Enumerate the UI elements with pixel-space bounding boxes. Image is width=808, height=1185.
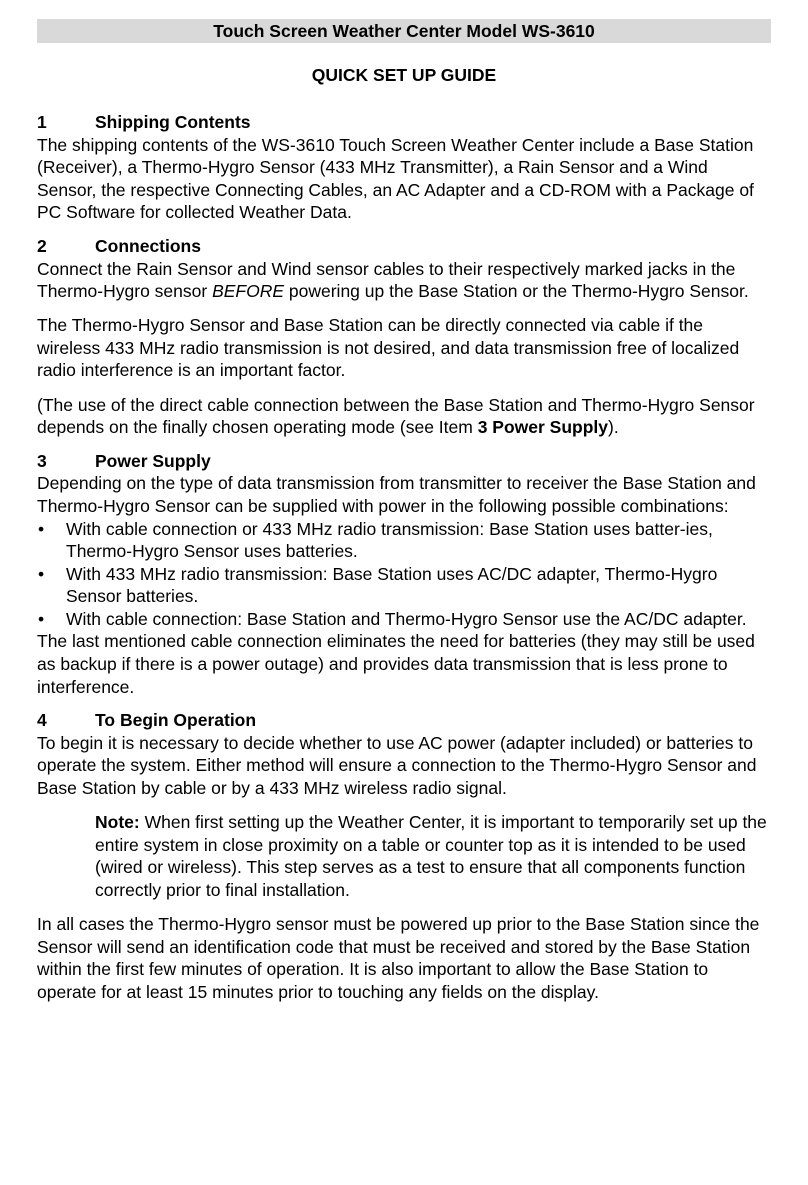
document-header [37, 19, 771, 43]
section-1-heading [37, 111, 771, 134]
section-2-paragraph-1 [37, 258, 771, 303]
section-title: Connections [95, 235, 201, 256]
section-number: 2 [37, 235, 47, 256]
section-4-paragraph-1: To begin it is necessary to decide whether to use AC power (adapter included) or batteries to operate the system. Either method will ensure a connection to the Thermo-Hygro Sensor and Base Station by cable or by a 433 MHz wireless radio signal. [37, 732, 757, 799]
section-title: Shipping Contents [95, 112, 251, 132]
section-2-heading [37, 235, 771, 258]
section-number: 1 [37, 112, 47, 132]
bullet-icon: • [38, 518, 45, 539]
text-run: (The use of the direct cable connection between the Base Station and Thermo-Hygro Sensor depends on the finally chosen operating mode (see Item [37, 394, 755, 438]
bullet-icon: • [38, 608, 45, 629]
section-2-paragraph-2: The Thermo-Hygro Sensor and Base Station can be directly connected via cable if the wireless 433 MHz radio transmission is not desired, and data transmission free of localized radio interference is an important factor. [37, 315, 740, 381]
bullet-icon: • [38, 563, 45, 584]
section-3-paragraph-2: The last mentioned cable connection eliminates the need for batteries (they may still be used as backup if there is a power outage) and provides data transmission that is less prone to interference. [37, 631, 755, 697]
list-item [37, 608, 771, 631]
text-run: Connect the Rain Sensor and Wind sensor cables to their respectively marked jacks in the Thermo-Hygro sensor [37, 258, 736, 302]
list-item-text: With cable connection or 433 MHz radio transmission: Base Station uses batter-ies, Thermo-Hygro Sensor uses batteries. [66, 518, 713, 562]
item-reference: 3 Power Supply [477, 417, 609, 438]
section-4-paragraph-2: In all cases the Thermo-Hygro sensor must be powered up prior to the Base Station since the Sensor will send an identification code that must be received and stored by the Base Station within the first few minutes of operation. It is also important to allow the Base Station to operate for at least 15 minutes prior to touching any fields on the display. [37, 914, 760, 1002]
section-3-paragraph-1: Depending on the type of data transmission from transmitter to receiver the Base Station and Thermo-Hygro Sensor can be supplied with power in the following possible combinations: [37, 473, 756, 516]
list-item-text: With 433 MHz radio transmission: Base Station uses AC/DC adapter, Thermo-Hygro Sensor batteries. [66, 563, 718, 607]
section-number: 4 [37, 710, 47, 731]
emphasis-text: BEFORE [212, 281, 285, 302]
text-run: powering up the Base Station or the Thermo-Hygro Sensor. [284, 281, 749, 302]
section-title: To Begin Operation [95, 710, 257, 731]
document-page [37, 19, 771, 1003]
section-1-paragraph: The shipping contents of the WS-3610 Touch Screen Weather Center include a Base Station (Receiver), a Thermo-Hygro Sensor (433 MHz Transmitter), a Rain Sensor and a Wind Sensor, the respective Connecting Cables, an AC Adapter and a CD-ROM with a Package of PC Software for collected Weather Data. [37, 134, 754, 223]
section-4-heading [37, 709, 771, 732]
guide-title: QUICK SET UP GUIDE [311, 65, 497, 85]
list-item [37, 518, 771, 563]
note-text: When first setting up the Weather Center, it is important to temporarily set up the entire system in close proximity on a table or counter top as it is intended to be used (wired or wireless). This step serves as a test to ensure that all components function correctly prior to final installation. [95, 812, 767, 900]
note-block [95, 811, 771, 901]
note-label: Note: [95, 812, 140, 833]
list-item [37, 563, 771, 608]
list-item-text: With cable connection: Base Station and Thermo-Hygro Sensor use the AC/DC adapter. [66, 608, 747, 629]
section-number: 3 [37, 450, 47, 471]
text-run: ). [608, 417, 619, 438]
power-combination-list [37, 518, 771, 631]
section-2-paragraph-3 [37, 394, 771, 439]
section-title: Power Supply [95, 450, 211, 471]
section-3-heading [37, 450, 771, 473]
document-title: Touch Screen Weather Center Model WS-3610 [213, 21, 595, 41]
